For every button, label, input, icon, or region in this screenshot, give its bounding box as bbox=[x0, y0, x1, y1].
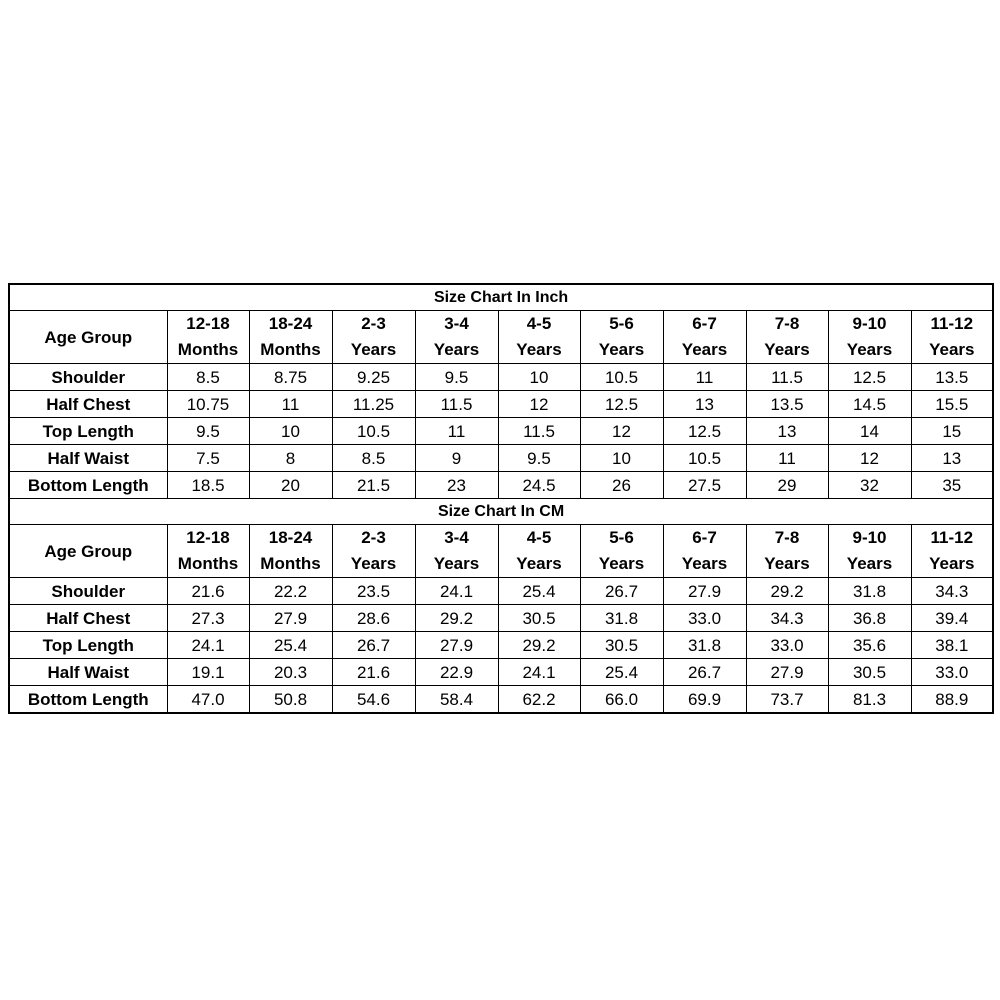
table-cell: 38.1 bbox=[911, 632, 993, 659]
table-cell: 12 bbox=[828, 445, 911, 472]
column-header-range: 9-10 bbox=[852, 528, 887, 547]
column-header-unit: Years bbox=[846, 554, 893, 573]
table-cell: 12 bbox=[580, 418, 663, 445]
table-cell: 27.3 bbox=[167, 605, 249, 632]
column-header bbox=[746, 311, 828, 364]
column-header-range: 6-7 bbox=[692, 314, 717, 333]
header-row-inch bbox=[9, 311, 993, 364]
table-cell: 19.1 bbox=[167, 659, 249, 686]
table-row bbox=[9, 578, 993, 605]
table-cell: 36.8 bbox=[828, 605, 911, 632]
table-cell: 21.6 bbox=[332, 659, 415, 686]
table-cell: 9.25 bbox=[332, 364, 415, 391]
column-header bbox=[332, 525, 415, 578]
column-header bbox=[167, 311, 249, 364]
row-label: Shoulder bbox=[9, 364, 167, 391]
table-cell: 54.6 bbox=[332, 686, 415, 714]
table-cell: 21.5 bbox=[332, 472, 415, 499]
table-cell: 12.5 bbox=[828, 364, 911, 391]
table-cell: 8.5 bbox=[332, 445, 415, 472]
table-cell: 26.7 bbox=[663, 659, 746, 686]
table-cell: 10.5 bbox=[332, 418, 415, 445]
column-header bbox=[911, 525, 993, 578]
table-cell: 32 bbox=[828, 472, 911, 499]
table-cell: 47.0 bbox=[167, 686, 249, 714]
table-cell: 50.8 bbox=[249, 686, 332, 714]
table-cell: 18.5 bbox=[167, 472, 249, 499]
table-cell: 23 bbox=[415, 472, 498, 499]
table-cell: 34.3 bbox=[746, 605, 828, 632]
column-header-range: 5-6 bbox=[609, 528, 634, 547]
table-cell: 9 bbox=[415, 445, 498, 472]
row-label: Half Chest bbox=[9, 391, 167, 418]
table-cell: 35.6 bbox=[828, 632, 911, 659]
table-cell: 9.5 bbox=[415, 364, 498, 391]
table-cell: 30.5 bbox=[580, 632, 663, 659]
table-cell: 10 bbox=[580, 445, 663, 472]
table-cell: 24.5 bbox=[498, 472, 580, 499]
table-cell: 66.0 bbox=[580, 686, 663, 714]
column-header-range: 11-12 bbox=[930, 528, 974, 547]
column-header bbox=[415, 525, 498, 578]
column-header-range: 7-8 bbox=[774, 314, 800, 333]
table-cell: 27.9 bbox=[249, 605, 332, 632]
table-cell: 58.4 bbox=[415, 686, 498, 714]
table-cell: 14 bbox=[828, 418, 911, 445]
table-cell: 26 bbox=[580, 472, 663, 499]
row-label: Half Chest bbox=[9, 605, 167, 632]
table-row bbox=[9, 686, 993, 714]
column-header-unit: Years bbox=[846, 340, 893, 359]
table-cell: 11 bbox=[249, 391, 332, 418]
column-header bbox=[249, 525, 332, 578]
column-header-unit: Years bbox=[350, 340, 397, 359]
column-header-range: 5-6 bbox=[609, 314, 634, 333]
column-header-range: 6-7 bbox=[692, 528, 717, 547]
table-cell: 8 bbox=[249, 445, 332, 472]
table-cell: 13 bbox=[663, 391, 746, 418]
header-row-cm bbox=[9, 525, 993, 578]
row-label: Top Length bbox=[9, 632, 167, 659]
table-cell: 34.3 bbox=[911, 578, 993, 605]
column-header bbox=[415, 311, 498, 364]
table-cell: 35 bbox=[911, 472, 993, 499]
table-cell: 11 bbox=[663, 364, 746, 391]
section-title-cm: Size Chart In CM bbox=[9, 499, 993, 525]
table-cell: 22.9 bbox=[415, 659, 498, 686]
table-cell: 25.4 bbox=[580, 659, 663, 686]
table-cell: 15 bbox=[911, 418, 993, 445]
table-cell: 11 bbox=[415, 418, 498, 445]
table-cell: 30.5 bbox=[828, 659, 911, 686]
table-cell: 69.9 bbox=[663, 686, 746, 714]
table-row bbox=[9, 632, 993, 659]
table-cell: 20.3 bbox=[249, 659, 332, 686]
table-row bbox=[9, 659, 993, 686]
column-header bbox=[167, 525, 249, 578]
section-title-inch: Size Chart In Inch bbox=[9, 284, 993, 311]
column-header-unit: Years bbox=[350, 554, 397, 573]
table-cell: 13.5 bbox=[911, 364, 993, 391]
table-cell: 62.2 bbox=[498, 686, 580, 714]
table-cell: 28.6 bbox=[332, 605, 415, 632]
row-label: Top Length bbox=[9, 418, 167, 445]
column-header-range: 12-18 bbox=[186, 528, 230, 547]
table-cell: 12.5 bbox=[663, 418, 746, 445]
column-header-range: 18-24 bbox=[268, 528, 313, 547]
table-cell: 33.0 bbox=[911, 659, 993, 686]
column-header bbox=[746, 525, 828, 578]
table-cell: 31.8 bbox=[828, 578, 911, 605]
column-header-unit: Months bbox=[260, 554, 321, 573]
table-cell: 81.3 bbox=[828, 686, 911, 714]
table-cell: 11.5 bbox=[498, 418, 580, 445]
table-cell: 12 bbox=[498, 391, 580, 418]
table-cell: 9.5 bbox=[498, 445, 580, 472]
table-cell: 29.2 bbox=[498, 632, 580, 659]
table-row bbox=[9, 418, 993, 445]
table-cell: 8.75 bbox=[249, 364, 332, 391]
table-cell: 11 bbox=[746, 445, 828, 472]
table-cell: 11.25 bbox=[332, 391, 415, 418]
table-cell: 88.9 bbox=[911, 686, 993, 714]
column-header-unit: Years bbox=[516, 340, 562, 359]
size-chart-body bbox=[9, 284, 993, 713]
row-label: Bottom Length bbox=[9, 686, 167, 714]
column-header bbox=[332, 311, 415, 364]
column-header-range: 9-10 bbox=[852, 314, 887, 333]
section-title-row-cm bbox=[9, 499, 993, 525]
table-cell: 29.2 bbox=[746, 578, 828, 605]
column-header-unit: Months bbox=[177, 340, 239, 359]
table-cell: 73.7 bbox=[746, 686, 828, 714]
table-cell: 24.1 bbox=[415, 578, 498, 605]
column-header-unit: Years bbox=[929, 554, 975, 573]
table-row bbox=[9, 364, 993, 391]
table-cell: 29 bbox=[746, 472, 828, 499]
table-cell: 10.5 bbox=[663, 445, 746, 472]
column-header-unit: Years bbox=[681, 340, 728, 359]
table-cell: 24.1 bbox=[498, 659, 580, 686]
table-cell: 13.5 bbox=[746, 391, 828, 418]
column-header-unit: Years bbox=[433, 340, 480, 359]
table-row bbox=[9, 472, 993, 499]
table-cell: 24.1 bbox=[167, 632, 249, 659]
row-label: Half Waist bbox=[9, 445, 167, 472]
table-cell: 9.5 bbox=[167, 418, 249, 445]
table-cell: 13 bbox=[911, 445, 993, 472]
table-cell: 33.0 bbox=[746, 632, 828, 659]
table-cell: 26.7 bbox=[580, 578, 663, 605]
column-header-unit: Months bbox=[260, 340, 321, 359]
column-header-range: 4-5 bbox=[526, 314, 552, 333]
row-label: Shoulder bbox=[9, 578, 167, 605]
table-cell: 7.5 bbox=[167, 445, 249, 472]
table-cell: 25.4 bbox=[249, 632, 332, 659]
table-row bbox=[9, 605, 993, 632]
column-header-unit: Years bbox=[764, 554, 810, 573]
column-header-unit: Years bbox=[433, 554, 480, 573]
table-cell: 27.5 bbox=[663, 472, 746, 499]
column-header-range: 7-8 bbox=[774, 528, 800, 547]
table-cell: 26.7 bbox=[332, 632, 415, 659]
table-cell: 31.8 bbox=[663, 632, 746, 659]
row-label: Half Waist bbox=[9, 659, 167, 686]
table-row bbox=[9, 391, 993, 418]
table-cell: 21.6 bbox=[167, 578, 249, 605]
table-cell: 20 bbox=[249, 472, 332, 499]
column-header-unit: Years bbox=[598, 340, 645, 359]
column-header-range: 2-3 bbox=[361, 528, 386, 547]
age-group-label: Age Group bbox=[9, 525, 167, 578]
column-header-range: 3-4 bbox=[444, 314, 469, 333]
table-cell: 11.5 bbox=[415, 391, 498, 418]
table-cell: 31.8 bbox=[580, 605, 663, 632]
column-header-range: 11-12 bbox=[930, 314, 974, 333]
table-cell: 8.5 bbox=[167, 364, 249, 391]
table-cell: 33.0 bbox=[663, 605, 746, 632]
table-cell: 25.4 bbox=[498, 578, 580, 605]
column-header-range: 18-24 bbox=[268, 314, 313, 333]
section-title-row-inch bbox=[9, 284, 993, 311]
table-cell: 10 bbox=[249, 418, 332, 445]
column-header-unit: Years bbox=[681, 554, 728, 573]
table-cell: 10.75 bbox=[167, 391, 249, 418]
table-cell: 29.2 bbox=[415, 605, 498, 632]
table-cell: 10 bbox=[498, 364, 580, 391]
table-cell: 30.5 bbox=[498, 605, 580, 632]
column-header bbox=[498, 311, 580, 364]
column-header-unit: Years bbox=[598, 554, 645, 573]
column-header bbox=[580, 311, 663, 364]
size-chart bbox=[8, 283, 992, 714]
column-header-unit: Months bbox=[177, 554, 239, 573]
column-header bbox=[911, 311, 993, 364]
row-label: Bottom Length bbox=[9, 472, 167, 499]
table-cell: 27.9 bbox=[663, 578, 746, 605]
table-cell: 13 bbox=[746, 418, 828, 445]
size-chart-table bbox=[8, 283, 994, 714]
table-cell: 15.5 bbox=[911, 391, 993, 418]
column-header-range: 4-5 bbox=[526, 528, 552, 547]
table-cell: 23.5 bbox=[332, 578, 415, 605]
column-header-range: 3-4 bbox=[444, 528, 469, 547]
table-cell: 39.4 bbox=[911, 605, 993, 632]
column-header bbox=[828, 525, 911, 578]
table-cell: 10.5 bbox=[580, 364, 663, 391]
table-cell: 11.5 bbox=[746, 364, 828, 391]
column-header-unit: Years bbox=[929, 340, 975, 359]
column-header-unit: Years bbox=[764, 340, 810, 359]
age-group-label: Age Group bbox=[9, 311, 167, 364]
column-header bbox=[828, 311, 911, 364]
column-header bbox=[498, 525, 580, 578]
column-header-range: 12-18 bbox=[186, 314, 230, 333]
table-cell: 22.2 bbox=[249, 578, 332, 605]
column-header bbox=[663, 311, 746, 364]
table-cell: 27.9 bbox=[415, 632, 498, 659]
table-cell: 27.9 bbox=[746, 659, 828, 686]
column-header bbox=[663, 525, 746, 578]
table-row bbox=[9, 445, 993, 472]
table-cell: 12.5 bbox=[580, 391, 663, 418]
table-cell: 14.5 bbox=[828, 391, 911, 418]
column-header bbox=[249, 311, 332, 364]
column-header bbox=[580, 525, 663, 578]
column-header-unit: Years bbox=[516, 554, 562, 573]
column-header-range: 2-3 bbox=[361, 314, 386, 333]
